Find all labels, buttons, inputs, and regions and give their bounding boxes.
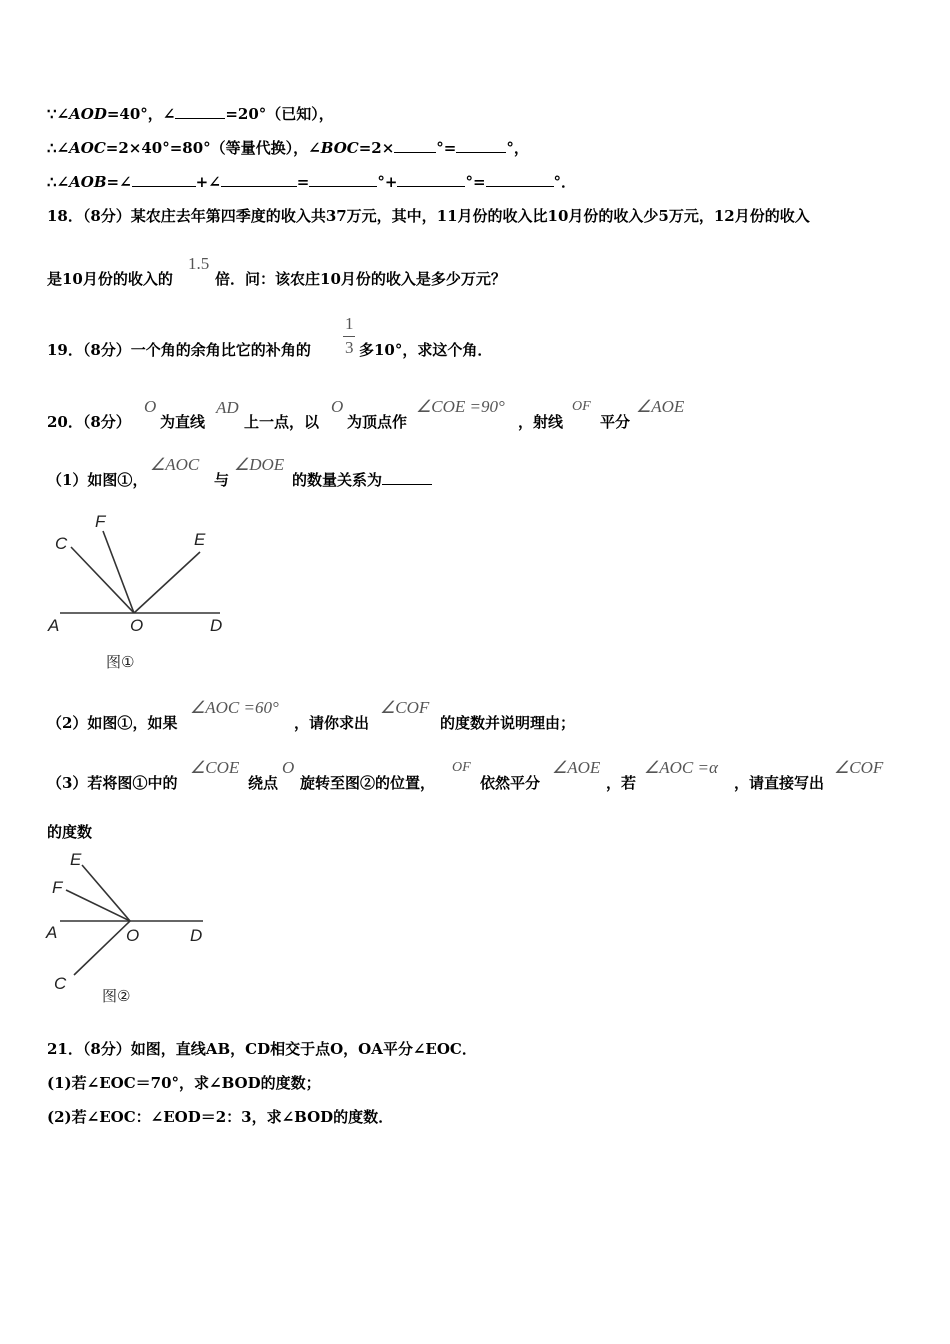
- q20-part1-text: 与: [214, 471, 230, 489]
- q19-text-b: 多10°，求这个角．: [359, 341, 493, 359]
- ray-OE: [134, 552, 200, 613]
- answer-blank[interactable]: [456, 138, 506, 153]
- q18-line1: 18．（8分）某农庄去年第四季度的收入共37万元，其中，11月份的收入比10月份的收入少5万元，12月份的收入: [47, 207, 810, 225]
- q20-text: 为直线: [160, 413, 206, 431]
- q20-text: 为顶点作: [347, 413, 408, 431]
- q20-part2-label: （2）如图①，如果: [47, 714, 178, 732]
- ray-OC: [74, 921, 130, 975]
- proof-line-3: ∴∠AOB=∠ +∠ = °+ °= °．: [47, 173, 577, 191]
- q21-part1: (1)若∠EOC＝70°，求∠BOD的度数；: [47, 1074, 321, 1092]
- math-OF: OF: [572, 399, 591, 414]
- label-A: A: [46, 923, 58, 942]
- proof-line-1: ∵∠AOD=40°，∠ =20°（已知），: [47, 105, 334, 123]
- fraction-denominator: 3: [345, 338, 354, 357]
- label-F: F: [95, 512, 106, 531]
- math-AD: AD: [216, 398, 239, 417]
- q20-part1-text: 的数量关系为: [292, 469, 432, 490]
- ray-OF: [66, 890, 130, 921]
- label-C: C: [54, 974, 67, 993]
- q20-part3-text: 旋转至图②的位置，: [300, 774, 436, 792]
- ray-OC: [71, 547, 134, 613]
- q20-part3-text: ，若: [606, 774, 637, 792]
- label-D: D: [190, 926, 203, 945]
- answer-blank[interactable]: [309, 172, 377, 187]
- label-O: O: [130, 616, 144, 635]
- ray-OF: [103, 531, 134, 613]
- label-F: F: [52, 878, 63, 897]
- ray-OE: [82, 865, 130, 921]
- math-angle-COE-90: ∠COE =90°: [416, 397, 505, 416]
- figure-2-caption: 图②: [102, 987, 131, 1005]
- q20-number: 20．（8分）: [47, 413, 131, 431]
- figure-1-diagram: [40, 505, 240, 680]
- math-O: O: [144, 397, 157, 416]
- math-O: O: [282, 758, 295, 777]
- math-angle-AOE: ∠AOE: [636, 397, 685, 416]
- q20-part3-text: 依然平分: [480, 774, 541, 792]
- q18-line2b: 倍．问：该农庄10月份的收入是多少万元？: [215, 270, 506, 288]
- q20-text: 平分: [600, 413, 631, 431]
- answer-blank[interactable]: [221, 172, 297, 187]
- label-D: D: [210, 616, 223, 635]
- label-E: E: [194, 530, 206, 549]
- math-angle-COF: ∠COF: [380, 698, 430, 717]
- fraction-numerator: 1: [345, 314, 354, 333]
- figure-1-caption: 图①: [106, 653, 135, 671]
- label-O: O: [126, 926, 140, 945]
- q20-part3-text: 绕点: [248, 774, 279, 792]
- q20-text: 上一点，以: [244, 413, 320, 431]
- q20-part3-text: 的度数: [47, 823, 93, 841]
- math-angle-AOC-alpha: ∠AOC =α: [644, 758, 718, 777]
- answer-blank[interactable]: [486, 172, 554, 187]
- q21-part2: (2)若∠EOC：∠EOD＝2：3，求∠BOD的度数．: [47, 1108, 394, 1126]
- answer-blank[interactable]: [132, 172, 196, 187]
- fraction-bar: [343, 336, 355, 337]
- label-E: E: [70, 850, 82, 869]
- label-A: A: [48, 616, 60, 635]
- q20-part3-text: ，请直接写出: [734, 774, 825, 792]
- q20-part1-label: （1）如图①，: [47, 471, 148, 489]
- q18-factor: 1.5: [188, 254, 210, 273]
- answer-blank[interactable]: [394, 138, 436, 153]
- math-angle-AOE: ∠AOE: [552, 758, 601, 777]
- q20-text: ，射线: [518, 413, 564, 431]
- q18-line2a: 是10月份的收入的: [47, 270, 173, 288]
- answer-blank[interactable]: [397, 172, 465, 187]
- math-OF: OF: [452, 760, 471, 775]
- math-angle-COE: ∠COE: [190, 758, 240, 777]
- q20-part2-text: 的度数并说明理由；: [440, 714, 576, 732]
- math-angle-AOC: ∠AOC: [150, 455, 200, 474]
- figure-2-diagram: [40, 845, 230, 1010]
- q20-part2-text: ，请你求出: [294, 714, 370, 732]
- math-O: O: [331, 397, 344, 416]
- label-C: C: [55, 534, 68, 553]
- q21-stem: 21．（8分）如图，直线AB，CD相交于点O，OA平分∠EOC．: [47, 1040, 477, 1058]
- answer-blank[interactable]: [382, 470, 432, 485]
- math-angle-DOE: ∠DOE: [234, 455, 285, 474]
- q20-part3-label: （3）若将图①中的: [47, 774, 178, 792]
- proof-line-2: ∴∠AOC=2×40°=80°（等量代换），∠BOC=2× °= °，: [47, 139, 529, 157]
- math-angle-COF: ∠COF: [834, 758, 884, 777]
- answer-blank[interactable]: [175, 104, 225, 119]
- q19-text-a: 19．（8分）一个角的余角比它的补角的: [47, 341, 311, 359]
- math-angle-AOC-60: ∠AOC =60°: [190, 698, 279, 717]
